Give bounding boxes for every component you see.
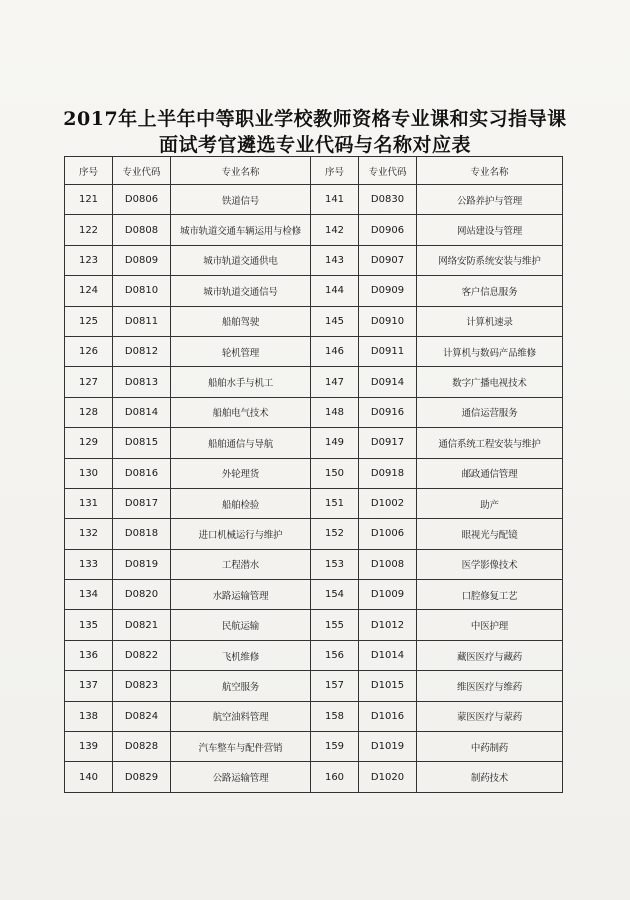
major-code-cell: D0821: [113, 610, 171, 640]
serial-number-cell: 130: [65, 458, 113, 488]
major-code-cell: D1009: [359, 580, 417, 610]
major-code-cell: D0816: [113, 458, 171, 488]
table-row: [65, 610, 563, 640]
major-name-cell: 航空服务: [171, 671, 311, 701]
serial-number-cell: 148: [311, 397, 359, 427]
serial-number-cell: 123: [65, 245, 113, 275]
table-row: [65, 458, 563, 488]
document-title-line2: 面试考官遴选专业代码与名称对应表: [158, 134, 471, 156]
serial-number-cell: 157: [311, 671, 359, 701]
major-code-cell: D0819: [113, 549, 171, 579]
serial-number-cell: 156: [311, 640, 359, 670]
serial-number-cell: 143: [311, 245, 359, 275]
major-name-cell: 通信运营服务: [417, 397, 563, 427]
table-row: [65, 580, 563, 610]
major-code-cell: D1016: [359, 701, 417, 731]
table-row: [65, 367, 563, 397]
serial-number-cell: 141: [311, 185, 359, 215]
major-name-cell: 航空油料管理: [171, 701, 311, 731]
major-code-cell: D0813: [113, 367, 171, 397]
table-row: [65, 701, 563, 731]
serial-number-cell: 121: [65, 185, 113, 215]
major-name-cell: 网络安防系统安装与维护: [417, 245, 563, 275]
major-name-cell: 工程潜水: [171, 549, 311, 579]
serial-number-cell: 137: [65, 671, 113, 701]
serial-number-cell: 155: [311, 610, 359, 640]
major-code-cell: D1019: [359, 732, 417, 762]
document-title-line1: 2017年上半年中等职业学校教师资格专业课和实习指导课: [63, 108, 567, 130]
serial-number-cell: 128: [65, 397, 113, 427]
header-code-right: 专业代码: [359, 157, 417, 185]
major-code-cell: D0910: [359, 306, 417, 336]
serial-number-cell: 126: [65, 336, 113, 366]
major-code-cell: D0809: [113, 245, 171, 275]
major-name-cell: 通信系统工程安装与维护: [417, 428, 563, 458]
major-code-cell: D1020: [359, 762, 417, 792]
major-code-cell: D0812: [113, 336, 171, 366]
table-header-row: [65, 157, 563, 185]
serial-number-cell: 122: [65, 215, 113, 245]
major-name-cell: 网站建设与管理: [417, 215, 563, 245]
major-name-cell: 计算机与数码产品维修: [417, 336, 563, 366]
major-name-cell: 公路运输管理: [171, 762, 311, 792]
major-code-cell: D1002: [359, 488, 417, 518]
serial-number-cell: 140: [65, 762, 113, 792]
table-row: [65, 671, 563, 701]
major-name-cell: 轮机管理: [171, 336, 311, 366]
major-code-cell: D0909: [359, 276, 417, 306]
serial-number-cell: 160: [311, 762, 359, 792]
major-code-cell: D0818: [113, 519, 171, 549]
serial-number-cell: 134: [65, 580, 113, 610]
table-row: [65, 336, 563, 366]
major-code-cell: D1015: [359, 671, 417, 701]
major-code-cell: D1014: [359, 640, 417, 670]
table-row: [65, 762, 563, 792]
serial-number-cell: 151: [311, 488, 359, 518]
table-row: [65, 428, 563, 458]
major-name-cell: 医学影像技术: [417, 549, 563, 579]
serial-number-cell: 159: [311, 732, 359, 762]
major-name-cell: 客户信息服务: [417, 276, 563, 306]
major-name-cell: 船舶检验: [171, 488, 311, 518]
table-row: [65, 519, 563, 549]
table-row: [65, 276, 563, 306]
major-code-cell: D0911: [359, 336, 417, 366]
serial-number-cell: 136: [65, 640, 113, 670]
major-name-cell: 民航运输: [171, 610, 311, 640]
major-code-cell: D0823: [113, 671, 171, 701]
major-name-cell: 藏医医疗与藏药: [417, 640, 563, 670]
major-code-cell: D0907: [359, 245, 417, 275]
major-name-cell: 制药技术: [417, 762, 563, 792]
major-name-cell: 水路运输管理: [171, 580, 311, 610]
header-name-left: 专业名称: [171, 157, 311, 185]
major-code-cell: D0815: [113, 428, 171, 458]
header-no-right: 序号: [311, 157, 359, 185]
table-row: [65, 397, 563, 427]
serial-number-cell: 152: [311, 519, 359, 549]
table-row: [65, 640, 563, 670]
major-name-cell: 助产: [417, 488, 563, 518]
major-name-cell: 维医医疗与维药: [417, 671, 563, 701]
major-name-cell: 飞机维修: [171, 640, 311, 670]
major-code-cell: D0828: [113, 732, 171, 762]
serial-number-cell: 132: [65, 519, 113, 549]
major-name-cell: 计算机速录: [417, 306, 563, 336]
major-code-cell: D1012: [359, 610, 417, 640]
major-code-cell: D0916: [359, 397, 417, 427]
major-code-cell: D1008: [359, 549, 417, 579]
major-name-cell: 船舶电气技术: [171, 397, 311, 427]
serial-number-cell: 139: [65, 732, 113, 762]
serial-number-cell: 144: [311, 276, 359, 306]
major-name-cell: 中医护理: [417, 610, 563, 640]
serial-number-cell: 147: [311, 367, 359, 397]
major-code-cell: D0820: [113, 580, 171, 610]
major-code-cell: D0808: [113, 215, 171, 245]
header-no-left: 序号: [65, 157, 113, 185]
major-name-cell: 口腔修复工艺: [417, 580, 563, 610]
serial-number-cell: 154: [311, 580, 359, 610]
major-code-cell: D0830: [359, 185, 417, 215]
major-name-cell: 中药制药: [417, 732, 563, 762]
major-name-cell: 城市轨道交通信号: [171, 276, 311, 306]
table-row: [65, 185, 563, 215]
serial-number-cell: 131: [65, 488, 113, 518]
major-name-cell: 船舶通信与导航: [171, 428, 311, 458]
major-code-cell: D0811: [113, 306, 171, 336]
serial-number-cell: 124: [65, 276, 113, 306]
major-code-cell: D0806: [113, 185, 171, 215]
serial-number-cell: 129: [65, 428, 113, 458]
major-code-cell: D0817: [113, 488, 171, 518]
major-name-cell: 公路养护与管理: [417, 185, 563, 215]
serial-number-cell: 127: [65, 367, 113, 397]
serial-number-cell: 135: [65, 610, 113, 640]
header-code-left: 专业代码: [113, 157, 171, 185]
table-row: [65, 215, 563, 245]
serial-number-cell: 146: [311, 336, 359, 366]
table-row: [65, 245, 563, 275]
major-code-cell: D0829: [113, 762, 171, 792]
major-code-cell: D0814: [113, 397, 171, 427]
major-name-cell: 数字广播电视技术: [417, 367, 563, 397]
table-row: [65, 488, 563, 518]
serial-number-cell: 153: [311, 549, 359, 579]
major-name-cell: 眼视光与配镜: [417, 519, 563, 549]
table-row: [65, 732, 563, 762]
major-name-cell: 城市轨道交通车辆运用与检修: [171, 215, 311, 245]
serial-number-cell: 133: [65, 549, 113, 579]
major-code-cell: D0822: [113, 640, 171, 670]
serial-number-cell: 158: [311, 701, 359, 731]
major-name-cell: 船舶水手与机工: [171, 367, 311, 397]
serial-number-cell: 150: [311, 458, 359, 488]
major-name-cell: 进口机械运行与维护: [171, 519, 311, 549]
major-code-cell: D0810: [113, 276, 171, 306]
major-name-cell: 城市轨道交通供电: [171, 245, 311, 275]
serial-number-cell: 145: [311, 306, 359, 336]
major-name-cell: 船舶驾驶: [171, 306, 311, 336]
major-code-cell: D0917: [359, 428, 417, 458]
major-name-cell: 外轮理货: [171, 458, 311, 488]
major-code-cell: D0906: [359, 215, 417, 245]
major-name-cell: 蒙医医疗与蒙药: [417, 701, 563, 731]
table-body: [65, 185, 563, 793]
serial-number-cell: 149: [311, 428, 359, 458]
major-code-cell: D0914: [359, 367, 417, 397]
major-name-cell: 汽车整车与配件营销: [171, 732, 311, 762]
major-code-cell: D0824: [113, 701, 171, 731]
serial-number-cell: 138: [65, 701, 113, 731]
major-name-cell: 邮政通信管理: [417, 458, 563, 488]
header-name-right: 专业名称: [417, 157, 563, 185]
serial-number-cell: 142: [311, 215, 359, 245]
table-row: [65, 306, 563, 336]
major-code-cell: D1006: [359, 519, 417, 549]
table-row: [65, 549, 563, 579]
major-code-table: [64, 156, 563, 793]
major-code-cell: D0918: [359, 458, 417, 488]
serial-number-cell: 125: [65, 306, 113, 336]
major-name-cell: 铁道信号: [171, 185, 311, 215]
